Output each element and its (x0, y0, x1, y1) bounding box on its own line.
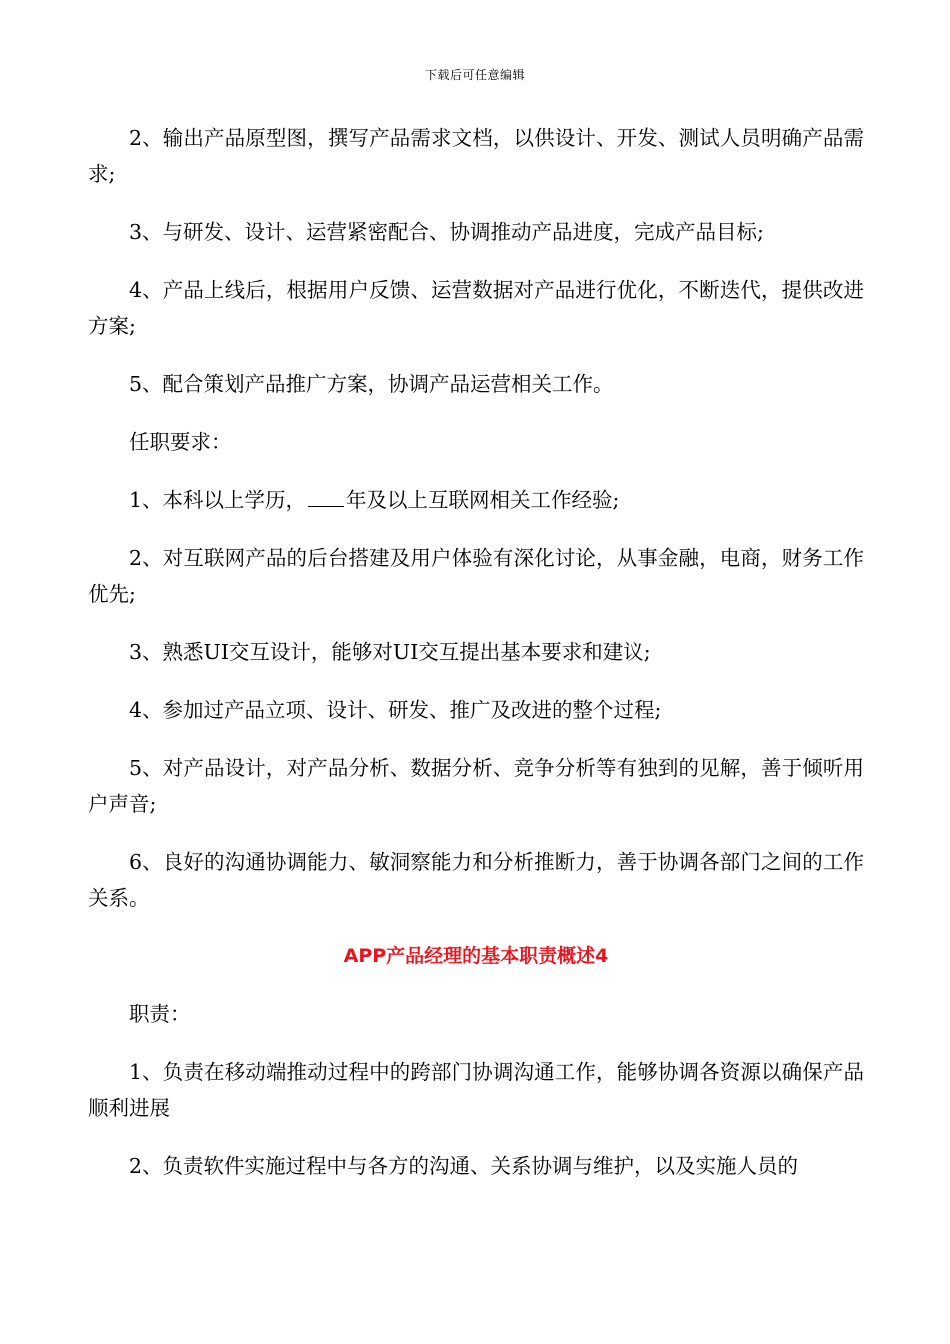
paragraph-requirement-4: 4、参加过产品立项、设计、研发、推广及改进的整个过程; (129, 698, 662, 722)
requirement-1-suffix: 年及以上互联网相关工作经验; (346, 488, 620, 512)
requirement-1-prefix: 1、本科以上学历， (129, 488, 307, 512)
document-body (88, 120, 864, 1206)
paragraph-requirement-2: 2、对互联网产品的后台搭建及用户体验有深化讨论，从事金融，电商，财务工作优先; (88, 546, 864, 606)
paragraph-duty-5: 5、配合策划产品推广方案，协调产品运营相关工作。 (129, 372, 614, 396)
fill-in-blank (308, 505, 344, 507)
paragraph-duty-3: 3、与研发、设计、运营紧密配合、协调推动产品进度，完成产品目标; (129, 220, 764, 244)
requirements-label: 任职要求： (129, 430, 232, 454)
paragraph-requirement-3: 3、熟悉UI交互设计，能够对UI交互提出基本要求和建议; (129, 640, 651, 664)
duties-label: 职责： (129, 1002, 191, 1026)
paragraph-requirement-5: 5、对产品设计，对产品分析、数据分析、竞争分析等有独到的见解，善于倾听用户声音; (88, 756, 864, 816)
page-header: 下载后可任意编辑 (424, 68, 525, 82)
paragraph-requirement-6: 6、良好的沟通协调能力、敏洞察能力和分析推断力，善于协调各部门之间的工作关系。 (88, 850, 864, 910)
paragraph-section4-duty-2: 2、负责软件实施过程中与各方的沟通、关系协调与维护，以及实施人员的 (129, 1154, 799, 1178)
paragraph-requirement-1 (88, 482, 864, 518)
section-heading: APP产品经理的基本职责概述4 (343, 945, 609, 967)
paragraph-section4-duty-1: 1、负责在移动端推动过程中的跨部门协调沟通工作，能够协调各资源以确保产品顺利进展 (88, 1060, 864, 1120)
paragraph-duty-4: 4、产品上线后，根据用户反馈、运营数据对产品进行优化，不断迭代，提供改进方案; (88, 278, 864, 338)
paragraph-duty-2: 2、输出产品原型图，撰写产品需求文档，以供设计、开发、测试人员明确产品需求; (88, 126, 864, 186)
